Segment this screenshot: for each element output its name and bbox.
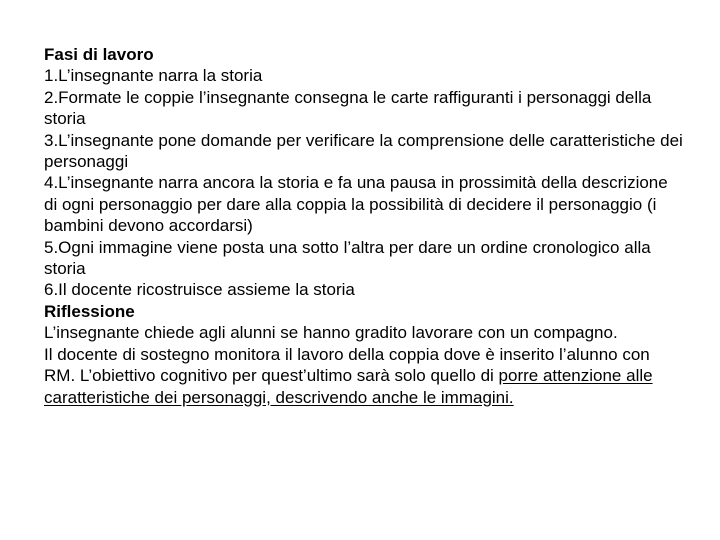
step-1: 1.L’insegnante narra la storia <box>44 66 263 86</box>
slide-body <box>44 44 684 408</box>
step-5: 5.Ogni immagine viene posta una sotto l’altra per dare un ordine cronologico alla storia <box>44 237 651 279</box>
reflection-paragraph-1: L’insegnante chiede agli alunni se hanno gradito lavorare con un compagno. <box>44 323 618 343</box>
reflection-paragraph-2-text: Il docente di sostegno monitora il lavoro della coppia dove è inserito l’alunno con RM. L’obiettivo cognitivo per quest’ultimo sarà solo quello di <box>44 344 650 386</box>
step-6: 6.Il docente ricostruisce assieme la storia <box>44 280 355 300</box>
reflection-heading: Riflessione <box>44 301 135 321</box>
step-2: 2.Formate le coppie l’insegnante consegna le carte raffiguranti i personaggi della storia <box>44 87 652 129</box>
step-3: 3.L’insegnante pone domande per verificare la comprensione delle caratteristiche dei personaggi <box>44 130 683 172</box>
reflection-underlined-text: porre attenzione alle caratteristiche dei personaggi, descrivendo anche le immagini. <box>44 366 653 407</box>
phases-heading: Fasi di lavoro <box>44 45 154 64</box>
step-4: 4.L’insegnante narra ancora la storia e fa una pausa in prossimità della descrizione di ogni personaggio per dare alla coppia la possibilità di decidere il personaggio (i bambini devono accordarsi) <box>44 173 668 236</box>
reflection-paragraph-2 <box>44 344 684 408</box>
